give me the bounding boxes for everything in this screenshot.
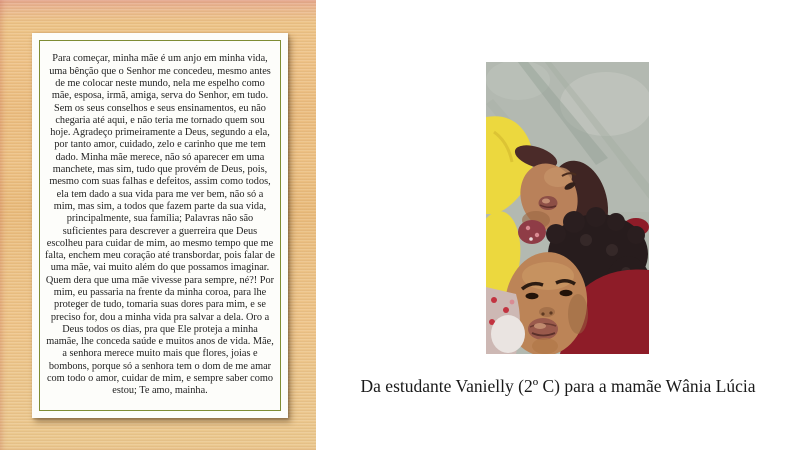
- selfie-photo-illustration: [486, 62, 649, 354]
- floral-fabric-mid: [518, 220, 546, 244]
- letter-paper: [32, 33, 288, 418]
- letter-text: Para começar, minha mãe é um anjo em minha vida, uma bênção que o Senhor me concedeu, mesmo antes de me colocar neste mundo, nela me espelho como mãe, esposa, irmã, amiga, serva do Senhor, em tudo. Sem os seus conselhos e seus ensinamentos, eu não chegaria até aqui, e não teria me tornado quem sou hoje. Agradeço primeiramente a Deus, segundo a ela, por tanto amor, cuidado, zelo e carinho que me tem dado. Minha mãe merece, não só aparecer em uma manchete, mas sim, tudo que provém de Deus, pois, mesmo com suas falhas e defeitos, assim como todos, ela tem dado a sua vida para me ver bem, não só a mim, mas sim, a todos que fazem parte da sua vida, principalmente, sua família; Palavras não são suficientes para descrever a guerreira que Deus escolheu para cuidar de mim, ao mesmo tempo que me falta, enchem meu coração até transbordar, pois falar de uma mãe, vai muito além do que possamos imaginar. Quem dera que uma mãe vivesse para sempre, né?! Por mim, eu passaria na frente da minha coroa, para lhe proteger de tudo, tomaria suas dores para mim, e se preciso for, dou a minha vida pra salvar a dela. Oro a Deus todos os dias, pra que Ele proteja a minha mamãe, lhe conceda saúde e muitos anos de vida. Mãe, a senhora merece muito mais que flores, joias e bombons, porque só a senhora tem o dom de me amar com todo o amor, cuidar de mim, e sempre saber como estou; Te amo, mainha.: [45, 53, 276, 397]
- photo-caption: Da estudante Vanielly (2º C) para a mamãe Wânia Lúcia: [360, 376, 756, 396]
- letter-inner-border: [39, 40, 281, 411]
- selfie-photo: [486, 62, 649, 354]
- parchment-panel: [0, 0, 316, 450]
